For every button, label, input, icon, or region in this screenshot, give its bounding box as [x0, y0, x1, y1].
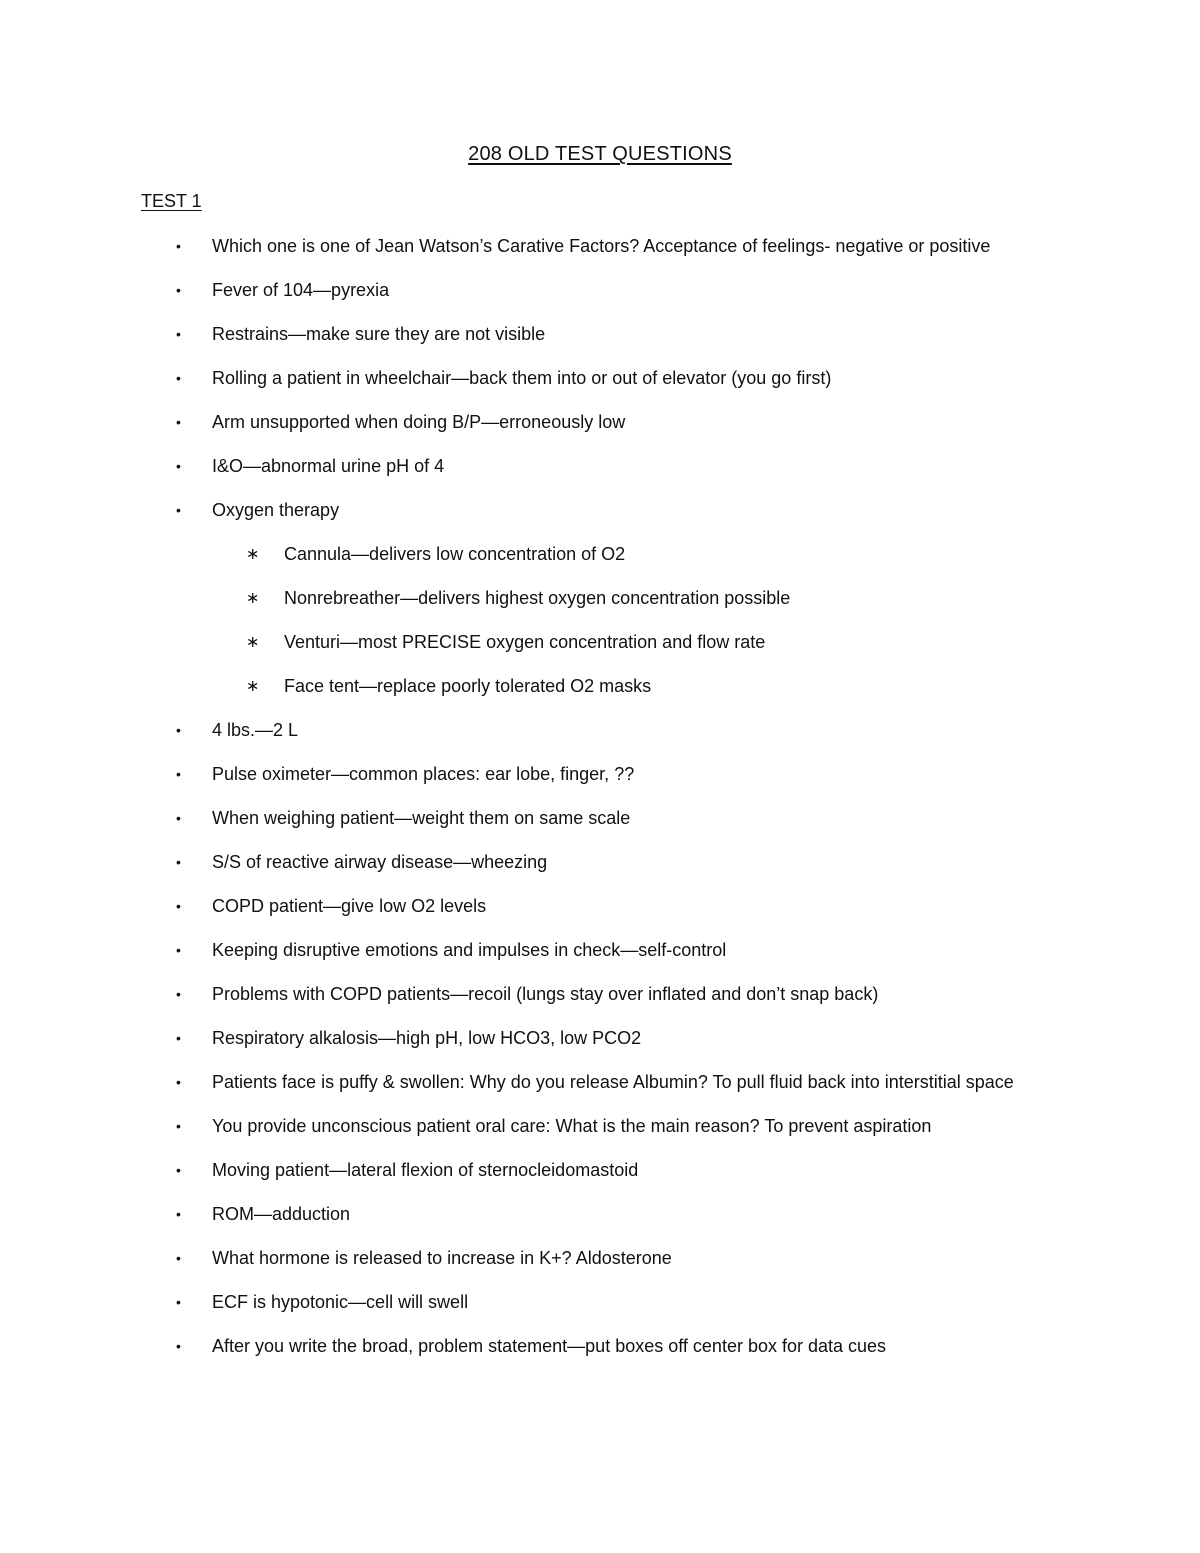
bullet-icon: •: [176, 414, 181, 430]
list-item: [0, 1244, 1200, 1272]
list-item-text: After you write the broad, problem statement—put boxes off center box for data cues: [212, 1336, 887, 1356]
list-item-text: S/S of reactive airway disease—wheezing: [212, 852, 548, 872]
list-item: [0, 804, 1200, 832]
list-item-text: Arm unsupported when doing B/P—erroneously low: [212, 412, 626, 432]
sub-list-item: [0, 540, 1200, 568]
list-item-text: Moving patient—lateral flexion of sternocleidomastoid: [212, 1160, 639, 1180]
list-item-text: Which one is one of Jean Watson’s Carative Factors? Acceptance of feelings- negative or positive: [212, 236, 991, 256]
bullet-icon: •: [176, 502, 181, 518]
bullet-icon: •: [176, 1162, 181, 1178]
list-item: [0, 1332, 1200, 1360]
list-item-text: Patients face is puffy & swollen: Why do you release Albumin? To pull fluid back into interstitial space: [212, 1072, 1014, 1092]
bullet-icon: •: [176, 942, 181, 958]
list-item-text: Respiratory alkalosis—high pH, low HCO3, low PCO2: [212, 1028, 642, 1048]
list-item: [0, 408, 1200, 436]
sub-list-item-text: Venturi—most PRECISE oxygen concentration and flow rate: [284, 632, 766, 652]
list-item-text: When weighing patient—weight them on same scale: [212, 808, 631, 828]
list-item: [0, 892, 1200, 920]
list-item: [0, 848, 1200, 876]
page-title: 208 OLD TEST QUESTIONS: [468, 143, 732, 165]
bullet-icon: •: [176, 238, 181, 254]
list-item: [0, 936, 1200, 964]
list-item: [0, 1024, 1200, 1052]
bullet-icon: •: [176, 1294, 181, 1310]
asterisk-bullet-icon: ∗: [246, 632, 260, 651]
list-item-text: 4 lbs.—2 L: [212, 720, 299, 740]
bullet-icon: •: [176, 282, 181, 298]
bullet-icon: •: [176, 766, 181, 782]
bullet-icon: •: [176, 898, 181, 914]
asterisk-bullet-icon: ∗: [246, 676, 260, 695]
asterisk-bullet-icon: ∗: [246, 544, 260, 563]
list-item: [0, 1288, 1200, 1316]
list-item: [0, 364, 1200, 392]
sub-list-item-text: Nonrebreather—delivers highest oxygen concentration possible: [284, 588, 791, 608]
bullet-icon: •: [176, 986, 181, 1002]
list-item-text: COPD patient—give low O2 levels: [212, 896, 487, 916]
list-item-text: Pulse oximeter—common places: ear lobe, finger, ??: [212, 764, 635, 784]
list-item: [0, 496, 1200, 524]
list-item: [0, 232, 1200, 260]
bullet-list: [0, 232, 1200, 1376]
list-item-text: Oxygen therapy: [212, 500, 340, 520]
list-item-text: Rolling a patient in wheelchair—back them into or out of elevator (you go first): [212, 368, 832, 388]
sub-list-item: [0, 672, 1200, 700]
list-item: [0, 1200, 1200, 1228]
sub-list-item-text: Cannula—delivers low concentration of O2: [284, 544, 626, 564]
bullet-icon: •: [176, 1338, 181, 1354]
bullet-icon: •: [176, 1118, 181, 1134]
list-item: [0, 1068, 1200, 1096]
sub-list-item: [0, 628, 1200, 656]
bullet-icon: •: [176, 1030, 181, 1046]
bullet-icon: •: [176, 1206, 181, 1222]
bullet-icon: •: [176, 458, 181, 474]
list-item: [0, 760, 1200, 788]
list-item-text: ECF is hypotonic—cell will swell: [212, 1292, 469, 1312]
list-item: [0, 320, 1200, 348]
sub-list-item-text: Face tent—replace poorly tolerated O2 masks: [284, 676, 652, 696]
asterisk-bullet-icon: ∗: [246, 588, 260, 607]
bullet-icon: •: [176, 722, 181, 738]
list-item-text: Problems with COPD patients—recoil (lungs stay over inflated and don’t snap back): [212, 984, 879, 1004]
list-item-text: I&O—abnormal urine pH of 4: [212, 456, 445, 476]
sub-list-item: [0, 584, 1200, 612]
bullet-icon: •: [176, 1250, 181, 1266]
bullet-icon: •: [176, 854, 181, 870]
bullet-icon: •: [176, 326, 181, 342]
list-item: [0, 1156, 1200, 1184]
section-heading: TEST 1: [141, 191, 202, 211]
list-item-text: Fever of 104—pyrexia: [212, 280, 390, 300]
list-item-text: You provide unconscious patient oral care: What is the main reason? To prevent aspiration: [212, 1116, 932, 1136]
list-item-text: Restrains—make sure they are not visible: [212, 324, 546, 344]
list-item-text: ROM—adduction: [212, 1204, 351, 1224]
list-item: [0, 276, 1200, 304]
list-item: [0, 1112, 1200, 1140]
list-item: [0, 716, 1200, 744]
bullet-icon: •: [176, 370, 181, 386]
list-item-text: Keeping disruptive emotions and impulses in check—self-control: [212, 940, 727, 960]
list-item: [0, 980, 1200, 1008]
list-item-text: What hormone is released to increase in K+? Aldosterone: [212, 1248, 672, 1268]
bullet-icon: •: [176, 810, 181, 826]
list-item: [0, 452, 1200, 480]
bullet-icon: •: [176, 1074, 181, 1090]
